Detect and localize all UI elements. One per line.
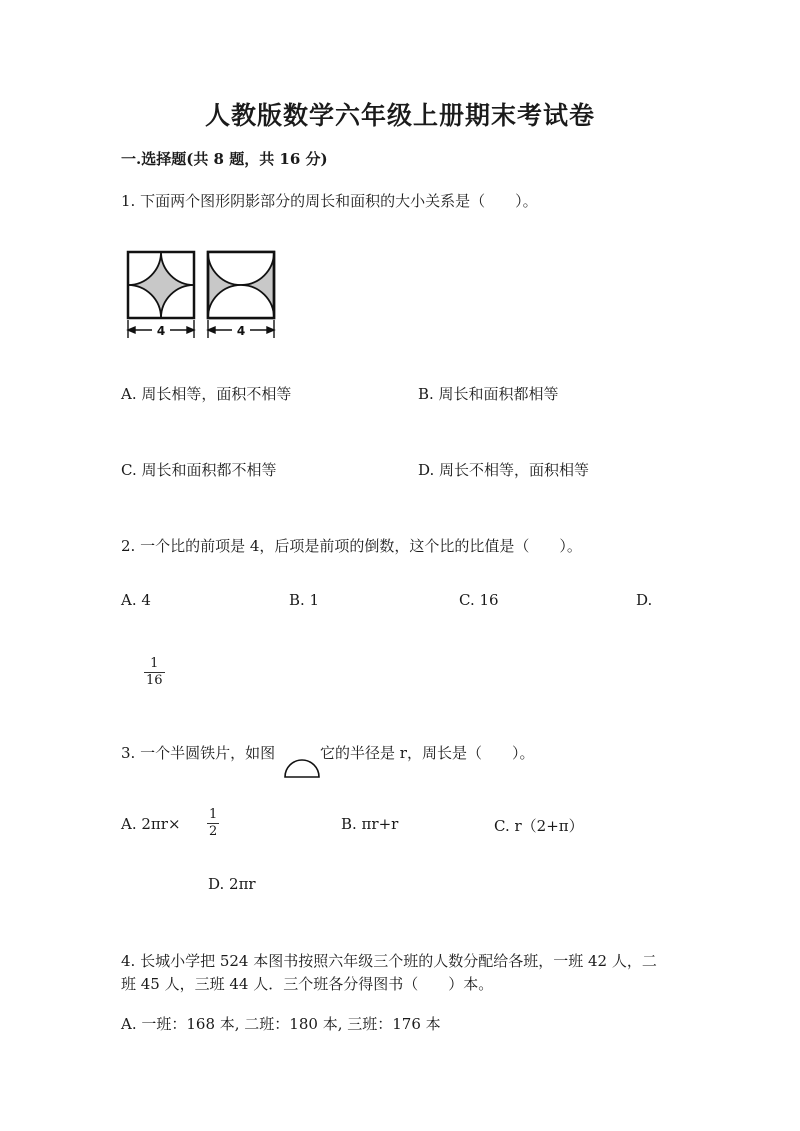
q3-option-c[interactable]: C. r（2+π） — [494, 817, 584, 835]
question-1-text: 1. 下面两个图形阴影部分的周长和面积的大小关系是（ ）。 — [121, 192, 538, 210]
fraction-numerator: 1 — [150, 656, 159, 671]
question-4-text-line2: 班 45 人，三班 44 人．三个班各分得图书（ ）本。 — [121, 975, 494, 993]
page-title: 人教版数学六年级上册期末考试卷 — [204, 101, 595, 130]
q3-option-b[interactable]: B. πr+r — [341, 815, 399, 833]
section-heading: 一.选择题(共 8 题，共 16 分) — [121, 150, 328, 168]
fraction-numerator: 1 — [209, 807, 218, 822]
figure-left-square — [128, 252, 194, 318]
semicircle-figure — [282, 756, 322, 780]
q1-option-c[interactable]: C. 周长和面积都不相等 — [121, 461, 277, 479]
figure-right-square — [208, 252, 274, 318]
q2-option-d-fraction — [144, 657, 165, 688]
q1-option-a[interactable]: A. 周长相等，面积不相等 — [121, 385, 292, 403]
q2-option-a[interactable]: A. 4 — [121, 591, 151, 609]
figure-right-label: 4 — [236, 324, 246, 338]
q2-option-d[interactable]: D. — [636, 591, 653, 609]
question-3-text-after: 它的半径是 r，周长是（ ）。 — [320, 744, 535, 762]
fraction-denominator: 2 — [209, 824, 218, 839]
q2-option-b[interactable]: B. 1 — [289, 591, 320, 609]
fraction-denominator: 16 — [146, 673, 163, 688]
figure-left-label: 4 — [156, 324, 166, 338]
q1-option-d[interactable]: D. 周长不相等，面积相等 — [418, 461, 590, 479]
question-2-text: 2. 一个比的前项是 4，后项是前项的倒数，这个比的比值是（ ）。 — [121, 537, 582, 555]
q4-option-a[interactable]: A. 一班：168 本, 二班：180 本, 三班：176 本 — [121, 1015, 441, 1033]
question-1-figure — [124, 248, 284, 340]
question-4-text-line1: 4. 长城小学把 524 本图书按照六年级三个班的人数分配给各班，一班 42 人，二 — [121, 952, 657, 970]
q2-option-c[interactable]: C. 16 — [459, 591, 499, 609]
q1-option-b[interactable]: B. 周长和面积都相等 — [418, 385, 559, 403]
q3-option-a-fraction — [207, 808, 219, 839]
question-3-text-before: 3. 一个半圆铁片，如图 — [121, 744, 276, 762]
q3-option-a[interactable]: A. 2πr× — [121, 815, 181, 833]
q3-option-d[interactable]: D. 2πr — [208, 875, 256, 893]
